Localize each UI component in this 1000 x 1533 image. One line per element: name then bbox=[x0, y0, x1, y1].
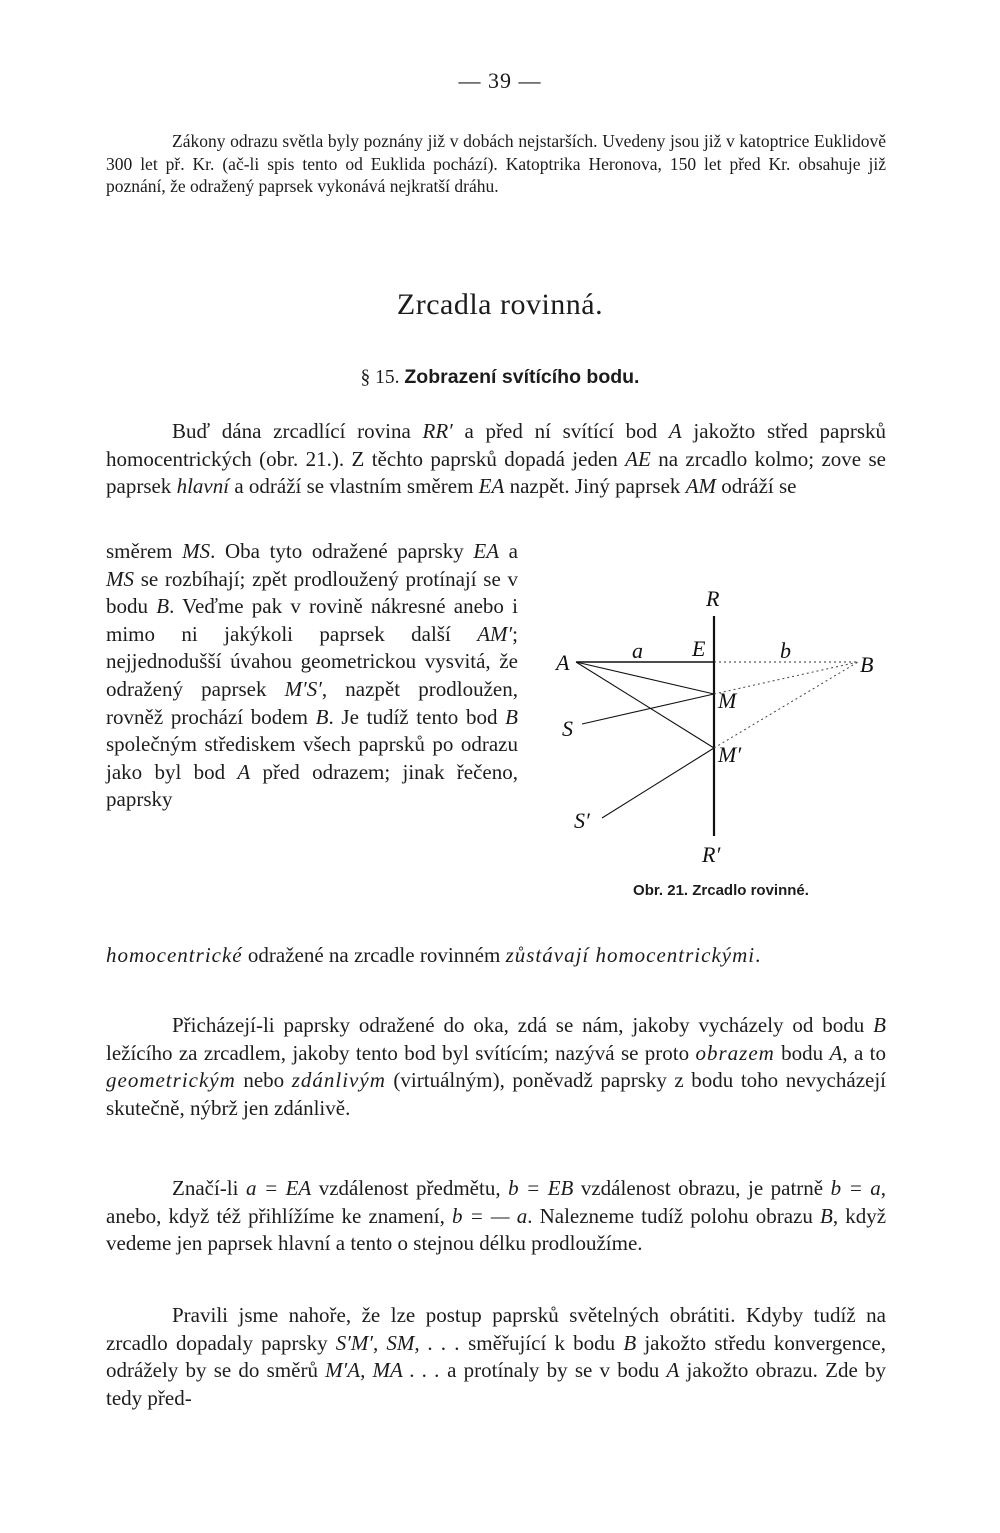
label-Sprime: S′ bbox=[574, 808, 590, 833]
paragraph-2: Přicházejí-li paprsky odražené do oka, zdá se nám, jakoby vycházely od bodu B ležícího za zrcadlem, jakoby tento bod byl svítícím; nazývá se proto obrazem bodu A, a to geometrickým nebo zdánlivým (virtuálným), poněvadž paprsky z bodu toho nevycházejí skutečně, nýbrž jen zdánlivě. bbox=[106, 1013, 887, 1120]
label-b: b bbox=[780, 638, 791, 663]
reflected-ray-MprimeSprime bbox=[602, 748, 714, 818]
page-number: — 39 — bbox=[458, 68, 542, 93]
label-R: R bbox=[706, 586, 720, 611]
chapter-title: Zrcadla rovinná. bbox=[396, 288, 604, 321]
figure-caption: Obr. 21. Zrcadlo rovinné. bbox=[633, 882, 809, 899]
reflected-ray-MS bbox=[582, 694, 714, 724]
label-a: a bbox=[632, 638, 643, 663]
label-E: E bbox=[692, 636, 706, 661]
label-B: B bbox=[860, 652, 874, 677]
label-M: M bbox=[718, 688, 737, 713]
ray-AMprime bbox=[576, 662, 714, 748]
section-heading bbox=[0, 366, 1000, 389]
section-number: § 15. bbox=[360, 367, 400, 388]
section-title: Zobrazení svítícího bodu. bbox=[404, 366, 640, 388]
label-Mprime: M′ bbox=[718, 742, 742, 767]
paragraph-3: Značí-li a = EA vzdálenost předmětu, b = EB vzdálenost obrazu, je patrně b = a, anebo, když též přihlížíme ke znamení, b = — a. Nalezneme tudíž polohu obrazu B, když vedeme jen paprsek hlavní a tento o stejnou délku prodloužíme. bbox=[106, 1176, 887, 1256]
paragraph-1-wrap: směrem MS. Oba tyto odražené paprsky EA a MS se rozbíhají; zpět prodloužený protínají se v bodu B. Veďme pak v rovině nákresné anebo i mimo ni jakýkoli paprsek další AM′; nejjednodušší úvahou geometrickou vysvitá, že odražený paprsek M′S′, nazpět prodloužen, rovněž prochází bodem B. Je tudíž tento bod B společným střediskem všech paprsků po odrazu jako byl bod A před odrazem; jinak řečeno, paprsky bbox=[106, 539, 519, 812]
plane-mirror-diagram bbox=[546, 578, 896, 878]
mirror-figure bbox=[546, 578, 896, 878]
label-A: A bbox=[556, 650, 570, 675]
paragraph-1: Buď dána zrcadlící rovina RR′ a před ní svítící bod A jakožto střed paprsků homocentrických (obr. 21.). Z těchto paprsků dopadá jeden AE na zrcadlo kolmo; zove se paprsek hlavní a odráží se vlastním směrem EA nazpět. Jiný paprsek AM odráží se bbox=[106, 419, 887, 499]
label-Rprime: R′ bbox=[702, 842, 721, 867]
paragraph-4: Pravili jsme nahoře, že lze postup paprsků světelných obrátiti. Kdyby tudíž na zrcadlo dopadaly paprsky S′M′, SM, . . . směřující k bodu B jakožto středu konvergence, odrážely by se do směrů M′A, MA . . . a protínaly by se v bodu A jakožto obrazu. Zde by tedy před- bbox=[106, 1303, 886, 1410]
paragraph-1-end: homocentrické odražené na zrcadle rovinném zůstávají homocentrickými. bbox=[106, 943, 761, 967]
label-S: S bbox=[562, 716, 573, 741]
intro-paragraph: Zákony odrazu světla byly poznány již v dobách nejstarších. Uvedeny jsou již v katoptrice Euklidově 300 let př. Kr. (ač-li spis tento od Euklida pochází). Katoptrika Heronova, 150 let před Kr. obsahuje již poznání, že odražený paprsek vykonává nejkratší dráhu. bbox=[106, 131, 886, 196]
ray-AM bbox=[576, 662, 714, 694]
